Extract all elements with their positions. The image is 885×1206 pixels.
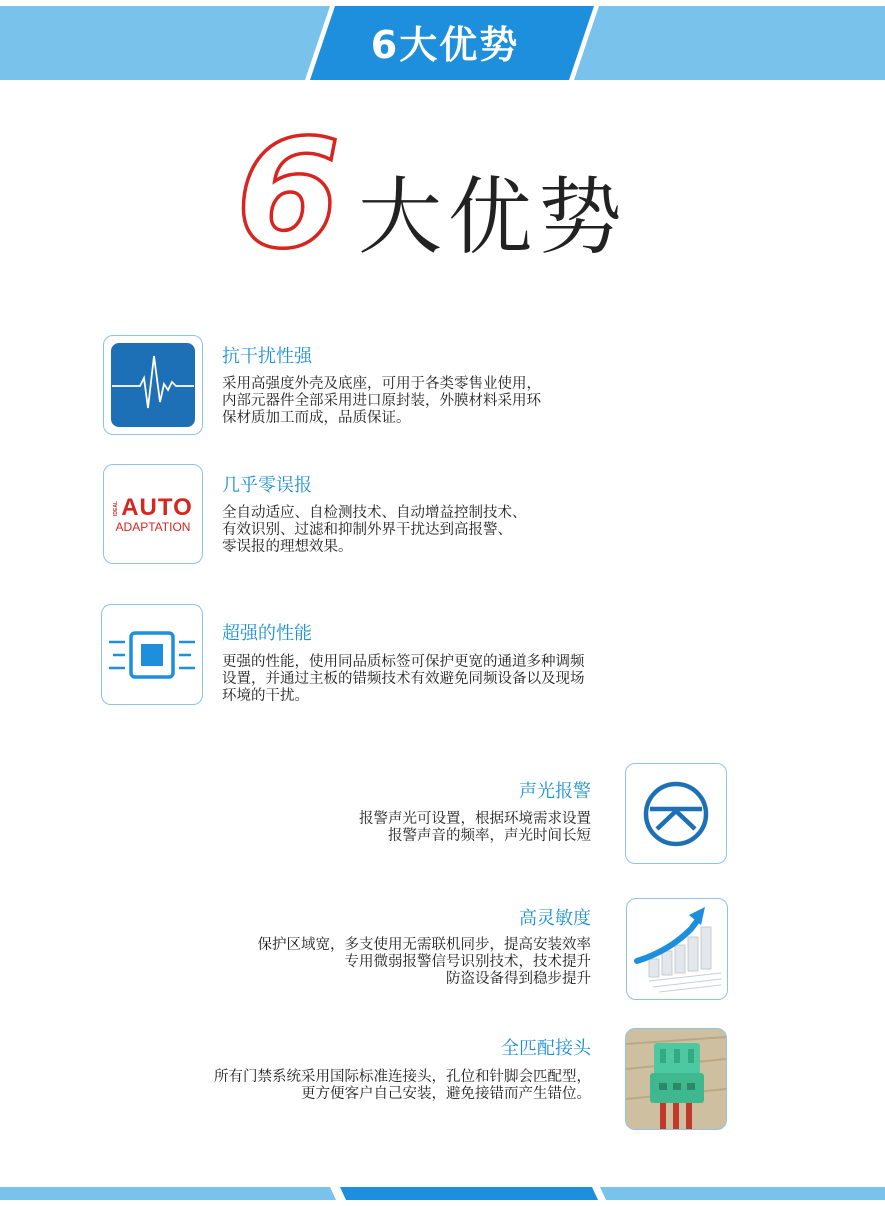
- feature-title: 抗干扰性强: [222, 346, 312, 367]
- feature-title: 高灵敏度: [519, 908, 591, 929]
- feature-icon-box: [103, 335, 203, 435]
- feature-icon-box: [103, 464, 203, 564]
- feature-title: 声光报警: [519, 781, 591, 802]
- feature-icon-box: [625, 763, 727, 864]
- top-banner: [0, 0, 885, 80]
- footer-bar: [0, 1186, 885, 1206]
- feature-description: 保护区域宽，多支使用无需联机同步，提高安装效率 专用微弱报警信号识别技术，技术提升 防盗设备得到稳步提升: [257, 937, 591, 987]
- svg-text:6: 6: [236, 128, 341, 258]
- feature-icon-box: [101, 604, 203, 705]
- feature-title: 超强的性能: [222, 623, 312, 644]
- feature-description: 更强的性能，使用同品质标签可保护更宽的通道多种调频 设置，并通过主板的错频技术有效避免同频设备以及现场 环境的干扰。: [222, 654, 585, 704]
- hero-six-outline: [232, 128, 347, 258]
- feature-description: 所有门禁系统采用国际标准连接头，孔位和针脚会匹配型， 更方便客户自己安装，避免接错而产生错位。: [214, 1069, 591, 1102]
- alarm-light-icon: [641, 779, 711, 849]
- feature-description: 报警声光可设置，根据环境需求设置 报警声音的频率，声光时间长短: [359, 811, 591, 844]
- auto-adaptation-icon: IDEAL AUTO ADAPTATION: [113, 494, 193, 534]
- hero-title: 大优势: [358, 168, 629, 266]
- feature-title: 全匹配接头: [501, 1038, 591, 1059]
- feature-description: 全自动适应、自检测技术、自动增益控制技术、 有效识别、过滤和抑制外界干扰达到高报警、 零误报的理想效果。: [222, 505, 527, 555]
- rising-chart-icon: [629, 901, 725, 997]
- connector-icon: [626, 1029, 726, 1129]
- feature-icon-box: [626, 898, 728, 1000]
- feature-description: 采用高强度外壳及底座，可用于各类零售业使用， 内部元器件全部采用进口原封装，外膜材料采用环 保材质加工而成，品质保证。: [222, 376, 541, 426]
- chip-icon: [107, 625, 197, 685]
- feature-icon-box: [625, 1028, 727, 1130]
- feature-title: 几乎零误报: [222, 475, 312, 496]
- banner-title: 6大优势: [370, 22, 520, 67]
- waveform-icon: [110, 342, 196, 428]
